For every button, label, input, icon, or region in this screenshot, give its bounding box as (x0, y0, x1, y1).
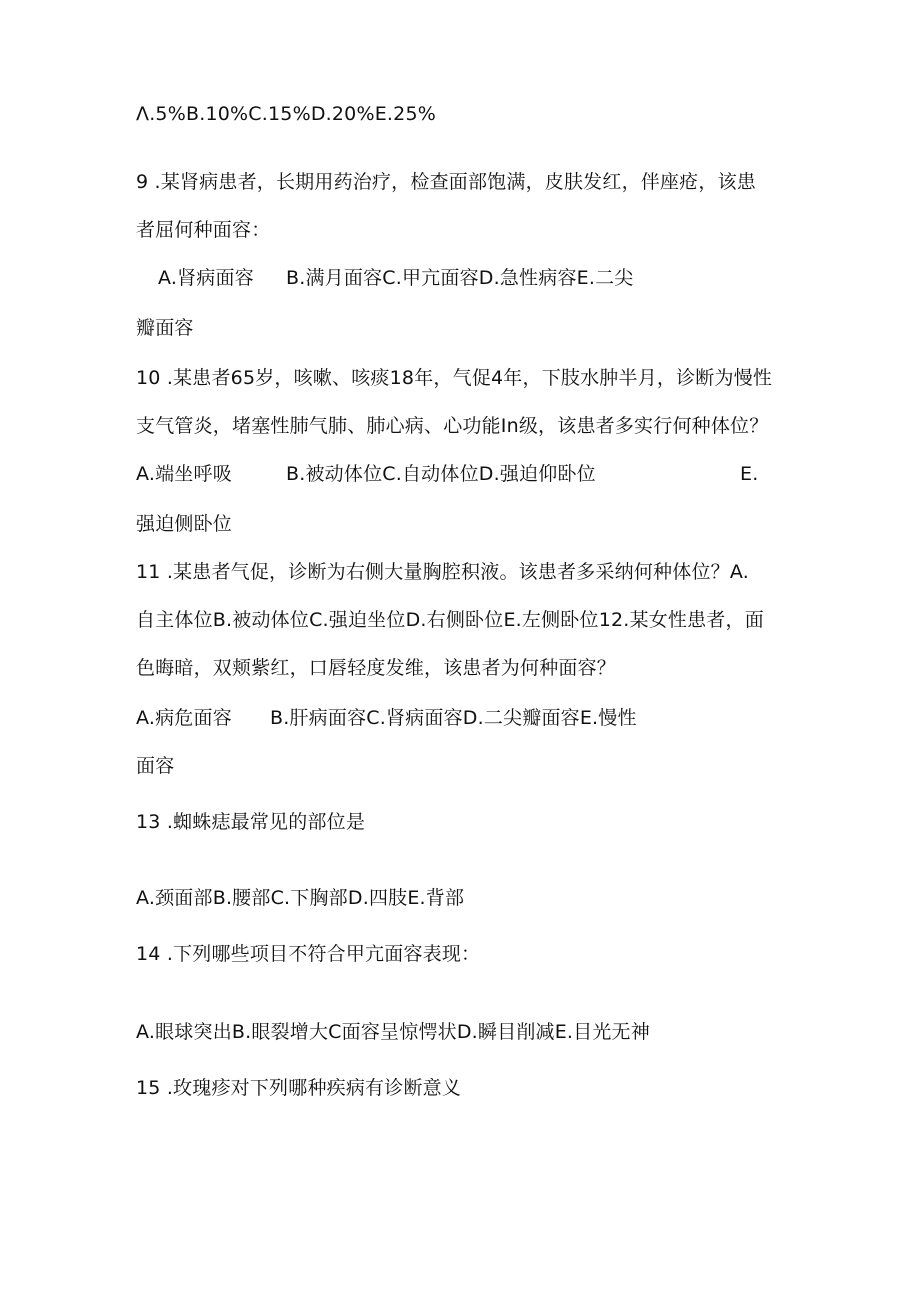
q11-options-q12-stem-line: 自主体位B.被动体位C.强迫坐位D.右侧卧位E.左侧卧位12.某女性患者，面 (136, 609, 764, 631)
q12-stem-line-2: 色晦暗，双颊紫红，口唇轻度发维，该患者为何种面容？ (136, 657, 617, 679)
q10-options-line (136, 462, 796, 486)
q15-stem: 15 .玫瑰疹对下列哪种疾病有诊断意义 (136, 1077, 462, 1099)
q9-options-continuation: 瓣面容 (136, 317, 194, 339)
q8-options-line: Λ.5%B.10%C.15%D.20%E.25% (136, 103, 436, 125)
q10-options-continuation: 强迫侧卧位 (136, 513, 233, 535)
q9-stem-line-1: 9 .某肾病患者，长期用药治疗，检查面部饱满，皮肤发红，伴座疮，该患 (136, 171, 756, 193)
q9-stem-line-2: 者屈何种面容： (136, 219, 271, 241)
q10-stem-line-1: 10 .某患者65岁，咳嗽、咳痰18年，气促4年，下肢水肿半月，诊断为慢性 (136, 367, 773, 389)
q12-options-rest: B.肝病面容C.肾病面容D.二尖瓣面容E.慢性 (270, 707, 637, 729)
q14-options-line: A.眼球突出B.眼裂增大C面容呈惊愕状D.瞬目削减E.目光无神 (136, 1021, 650, 1043)
q10-stem-line-2: 支气管炎，堵塞性肺气肺、肺心病、心功能In级，该患者多实行何种体位？ (136, 415, 769, 437)
q13-stem: 13 .蜘蛛痣最常见的部位是 (136, 811, 366, 833)
q9-option-a: A.肾病面容 (158, 267, 254, 289)
q9-options-rest: B.满月面容C.甲亢面容D.急性病容E.二尖 (286, 267, 634, 289)
q11-stem-line-1: 11 .某患者气促，诊断为右侧大量胸腔积液。该患者多采纳何种体位？A. (136, 561, 749, 583)
q9-options-line (158, 266, 758, 290)
q12-option-a: A.病危面容 (136, 707, 232, 729)
q12-options-continuation: 面容 (136, 755, 175, 777)
q13-options-line: A.颈面部B.腰部C.下胸部D.四肢E.背部 (136, 887, 465, 909)
q10-option-a: A.端坐呼吸 (136, 463, 232, 485)
q10-options-rest: B.被动体位C.自动体位D.强迫仰卧位 (286, 463, 596, 485)
q14-stem: 14 .下列哪些项目不符合甲亢面容表现： (136, 943, 481, 965)
q10-option-e: E. (740, 463, 759, 485)
q12-options-line (136, 706, 736, 730)
